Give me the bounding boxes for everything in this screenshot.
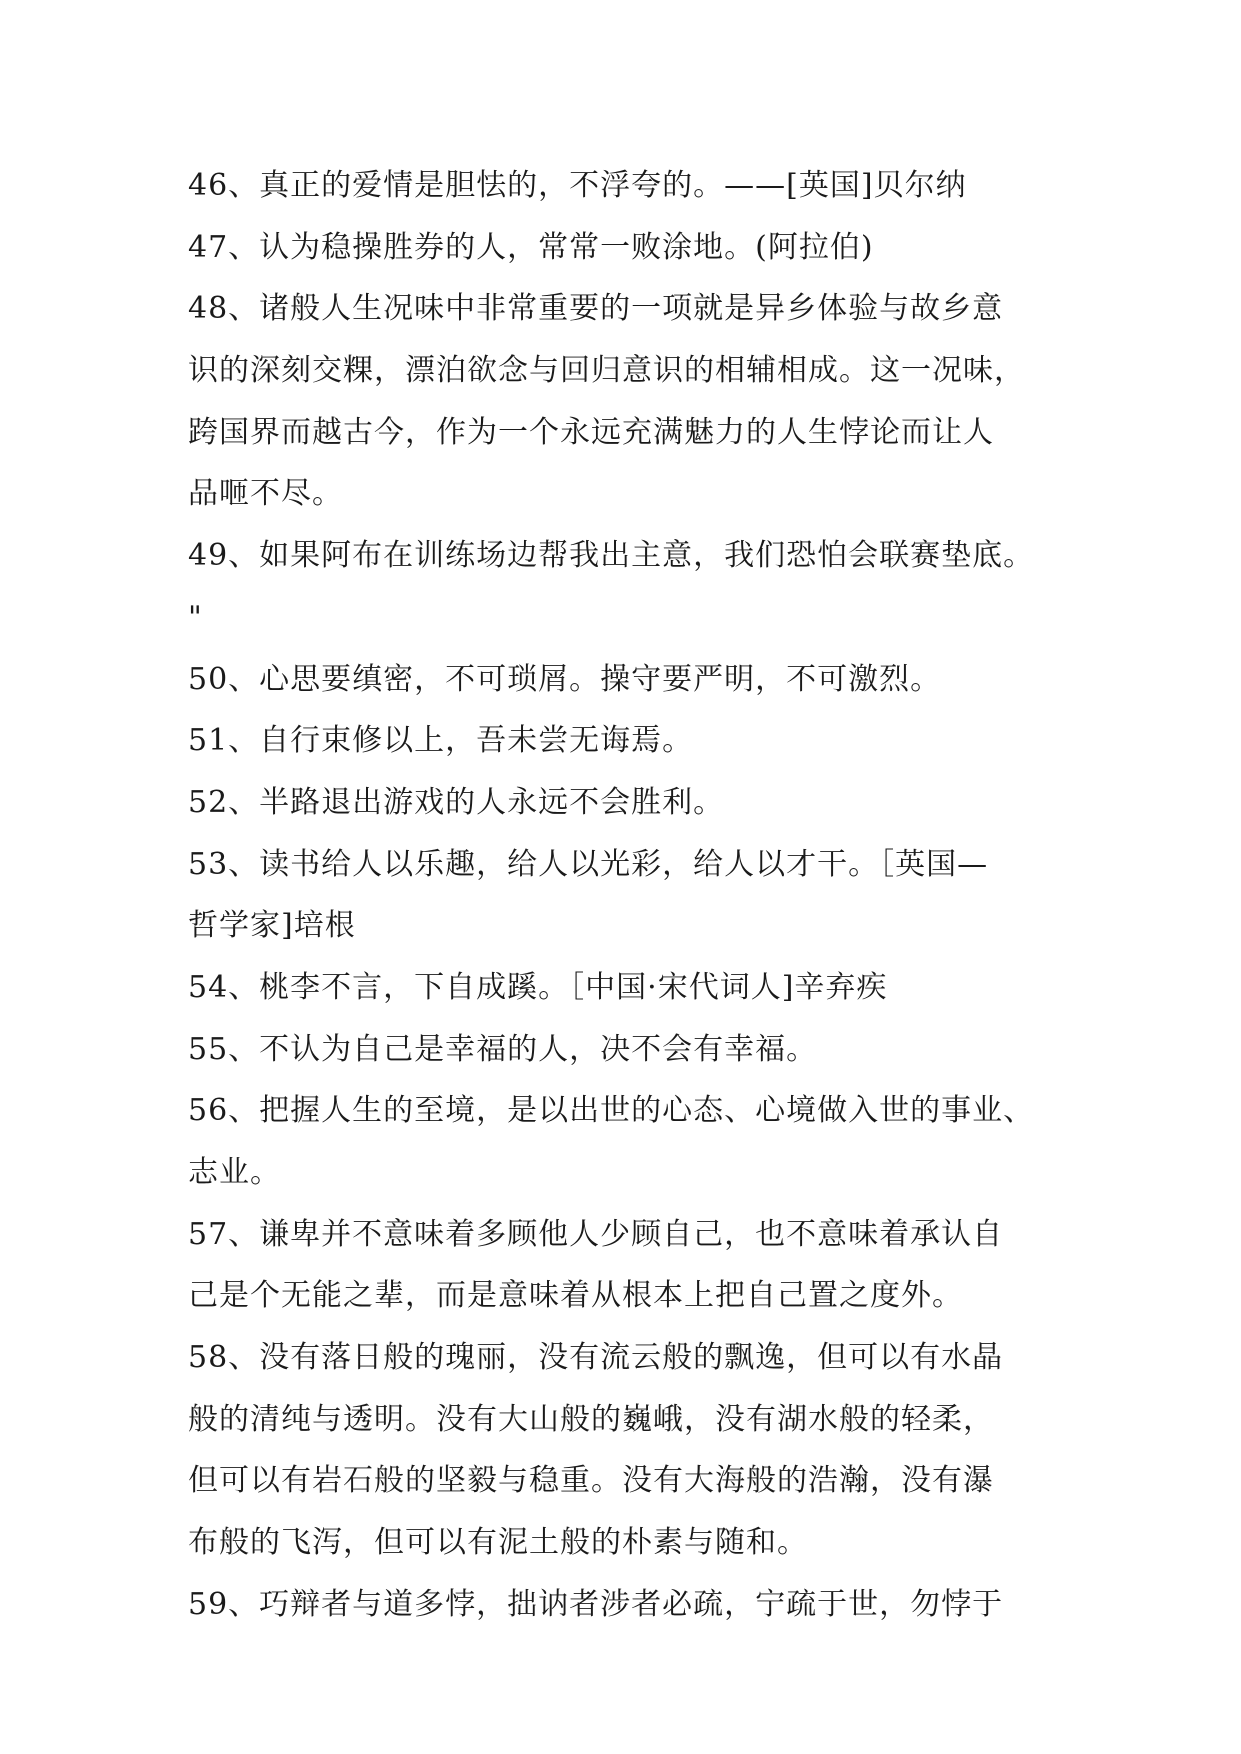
text-line: 59、巧辩者与道多悖，拙讷者涉者必疏，宁疏于世，勿悖于 <box>188 1586 1004 1622</box>
text-line: 哲学家]培根 <box>188 908 356 944</box>
text-line: 57、谦卑并不意味着多顾他人少顾自己，也不意味着承认自 <box>188 1216 1004 1252</box>
text-line: 品咂不尽。 <box>188 476 343 512</box>
text-line: 布般的飞泻，但可以有泥土般的朴素与随和。 <box>188 1525 808 1561</box>
text-line: 53、读书给人以乐趣，给人以光彩，给人以才干。［英国— <box>188 846 989 882</box>
text-line: 50、心思要缜密，不可琐屑。操守要严明，不可激烈。 <box>188 661 942 697</box>
text-line: 49、如果阿布在训练场边帮我出主意，我们恐怕会联赛垫底。 <box>188 538 1035 574</box>
text-line: 跨国界而越古今，作为一个永远充满魅力的人生悖论而让人 <box>188 414 994 450</box>
text-line: 58、没有落日般的瑰丽，没有流云般的飘逸，但可以有水晶 <box>188 1340 1004 1376</box>
text-line: " <box>188 599 203 635</box>
text-line: 47、认为稳操胜券的人，常常一败涂地。(阿拉伯) <box>188 229 874 265</box>
text-line: 55、不认为自己是幸福的人，决不会有幸福。 <box>188 1031 818 1067</box>
text-line: 54、桃李不言，下自成蹊。［中国·宋代词人]辛弃疾 <box>188 969 888 1005</box>
text-line: 般的清纯与透明。没有大山般的巍峨，没有湖水般的轻柔， <box>188 1401 994 1437</box>
text-line: 51、自行束修以上，吾未尝无诲焉。 <box>188 723 694 759</box>
text-line: 52、半路退出游戏的人永远不会胜利。 <box>188 784 725 820</box>
text-line: 己是个无能之辈，而是意味着从根本上把自己置之度外。 <box>188 1278 963 1314</box>
text-line: 志业。 <box>188 1155 281 1190</box>
text-line: 识的深刻交粿，漂泊欲念与回归意识的相辅相成。这一况味， <box>188 353 1025 389</box>
text-line: 48、诸般人生况味中非常重要的一项就是异乡体验与故乡意 <box>188 291 1004 327</box>
text-line: 56、把握人生的至境，是以出世的心态、心境做入世的事业、 <box>188 1093 1035 1129</box>
text-line: 但可以有岩石般的坚毅与稳重。没有大海般的浩瀚，没有瀑 <box>188 1463 994 1499</box>
document-page <box>188 155 1058 1636</box>
text-line: 46、真正的爱情是胆怯的，不浮夸的。——[英国]贝尔纳 <box>188 168 967 203</box>
